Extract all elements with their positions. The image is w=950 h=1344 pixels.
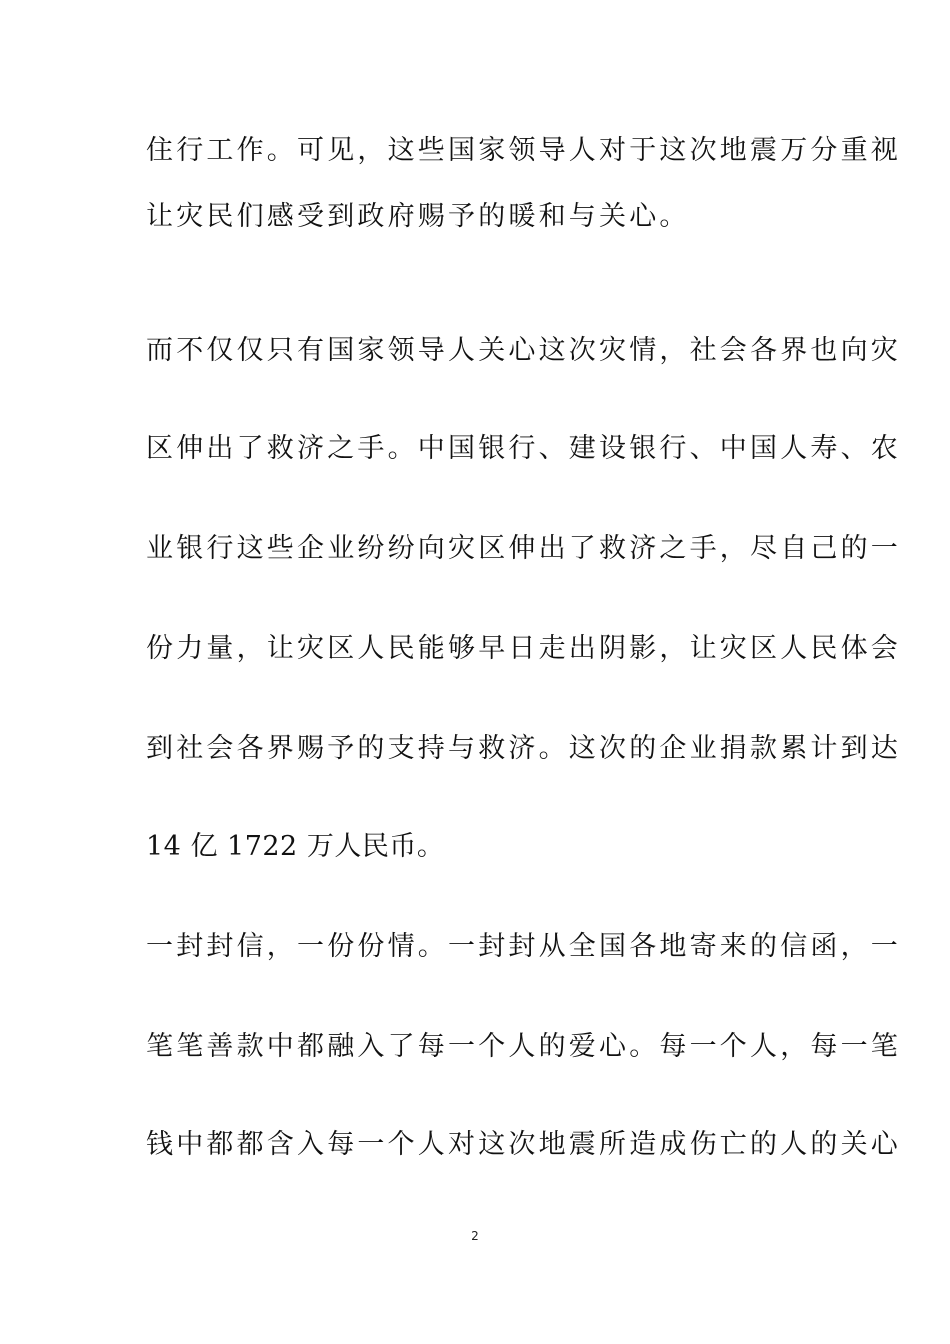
page-number: 2 [471, 1229, 479, 1243]
text-line-10: 笔笔善款中都融入了每一个人的爱心。每一个人，每一笔 [146, 1031, 901, 1062]
text-line-1: 住行工作。可见，这些国家领导人对于这次地震万分重视 [146, 135, 901, 166]
text-line-6: 份力量，让灾区人民能够早日走出阴影，让灾区人民体会 [146, 633, 901, 664]
text-line-2: 让灾民们感受到政府赐予的暖和与关心。 [146, 201, 690, 232]
text-line-8: 14 亿 1722 万人民币。 [146, 831, 445, 862]
text-line-11: 钱中都都含入每一个人对这次地震所造成伤亡的人的关心 [146, 1129, 901, 1160]
text-line-5: 业银行这些企业纷纷向灾区伸出了救济之手，尽自己的一 [146, 533, 901, 564]
text-line-7: 到社会各界赐予的支持与救济。这次的企业捐款累计到达 [146, 733, 901, 764]
text-line-3: 而不仅仅只有国家领导人关心这次灾情，社会各界也向灾 [146, 335, 901, 366]
text-line-9: 一封封信，一份份情。一封封从全国各地寄来的信函，一 [146, 931, 901, 962]
text-line-4: 区伸出了救济之手。中国银行、建设银行、中国人寿、农 [146, 433, 901, 464]
